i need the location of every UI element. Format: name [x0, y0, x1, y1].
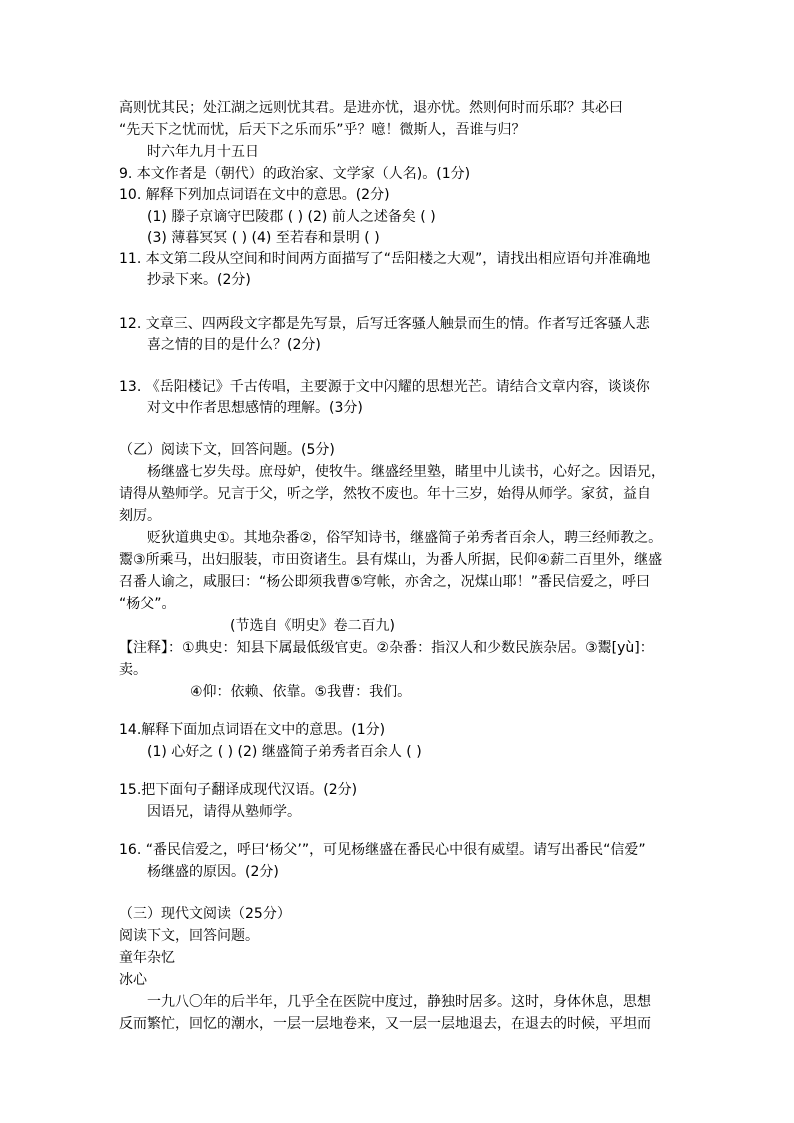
question-11: 11. 本文第二段从空间和时间两方面描写了“岳阳楼之大观”，请找出相应语句并准确地 — [119, 251, 651, 267]
passage-line: 请得从塾师学。兄言于父，听之学，然牧不废也。年十三岁，始得从师学。家贫，益自 — [119, 486, 651, 502]
article-author: 冰心 — [119, 972, 147, 988]
question-16: 16. “番民信爱之，呼曰‘杨父’”，可见杨继盛在番民心中很有威望。请写出番民“信爱” — [119, 842, 646, 858]
passage-line: 贬狄道典史①。其地杂番②，俗罕知诗书，继盛简子弟秀者百余人，聘三经师教之。 — [147, 530, 663, 546]
annotation-line: ④仰：依赖、依靠。⑤我曹：我们。 — [190, 684, 412, 700]
question-10-items-2: (3) 薄暮冥冥 ( ) (4) 至若春和景明 ( ) — [147, 230, 380, 246]
question-9: 9. 本文作者是（朝代）的政治家、文学家（人名)。(1分) — [119, 166, 471, 182]
question-11-cont: 抄录下来。(2分) — [147, 272, 251, 288]
question-12-cont: 喜之情的目的是什么？(2分) — [147, 337, 321, 353]
text-line: “先天下之忧而忧，后天下之乐而乐”乎？噫！微斯人，吾谁与归？ — [119, 122, 526, 138]
question-13: 13. 《岳阳楼记》千古传唱，主要源于文中闪耀的思想光芒。请结合文章内容，谈谈你 — [119, 379, 650, 395]
article-line: 一九八〇年的后半年，几乎全在医院中度过，静独时居多。这时，身体休息，思想 — [147, 994, 651, 1010]
question-14-items: (1) 心好之 ( ) (2) 继盛简子弟秀者百余人 ( ) — [147, 744, 422, 760]
passage-line: 刻厉。 — [119, 508, 161, 524]
text-line: 高则忧其民；处江湖之远则忧其君。是进亦忧，退亦忧。然则何时而乐耶？其必曰 — [119, 100, 623, 116]
passage-line: “杨父”。 — [119, 596, 176, 612]
date-line: 时六年九月十五日 — [147, 144, 259, 160]
question-12: 12. 文章三、四两段文字都是先写景，后写迁客骚人触景而生的情。作者写迁客骚人悲 — [119, 316, 650, 332]
passage-line: 杨继盛七岁失母。庶母妒，使牧牛。继盛经里塾，睹里中儿读书，心好之。因语兄， — [147, 464, 665, 480]
question-16-cont: 杨继盛的原因。(2分) — [147, 864, 279, 880]
article-line: 反而繁忙，回忆的潮水，一层一层地卷来，又一层一层地退去，在退去的时候，平坦而 — [119, 1016, 651, 1032]
passage-line: 鬻③所乘马，出妇服装，市田资诸生。县有煤山，为番人所据，民仰④薪二百里外，继盛 — [119, 552, 663, 568]
question-10-items-1: (1) 滕子京谪守巴陵郡 ( ) (2) 前人之述备矣 ( ) — [147, 209, 436, 225]
instruction-line: 阅读下文，回答问题。 — [119, 928, 259, 944]
passage-line: 召番人谕之，咸服曰：“杨公即须我曹⑤穹帐，亦舍之，况煤山耶！”番民信爱之，呼曰 — [119, 574, 651, 590]
section-yi-heading: （乙）阅读下文，回答问题。(5分) — [119, 442, 335, 458]
source-citation: (节选自《明史》卷二百九) — [230, 618, 395, 634]
question-14: 14.解释下面加点词语在文中的意思。(1分) — [119, 722, 386, 738]
question-15-sentence: 因语兄，请得从塾师学。 — [147, 804, 301, 820]
annotation-line: 卖。 — [119, 662, 147, 678]
question-13-cont: 对文中作者思想感情的理解。(3分) — [147, 400, 363, 416]
annotation-line: 【注释】：①典史：知县下属最低级官吏。②杂番：指汉人和少数民族杂居。③鬻[yù]： — [119, 640, 654, 656]
question-15: 15.把下面句子翻译成现代汉语。(2分) — [119, 782, 358, 798]
section-san-heading: （三）现代文阅读（25分） — [119, 906, 291, 922]
question-10: 10. 解释下列加点词语在文中的意思。(2分) — [119, 187, 390, 203]
article-title: 童年杂忆 — [119, 950, 175, 966]
